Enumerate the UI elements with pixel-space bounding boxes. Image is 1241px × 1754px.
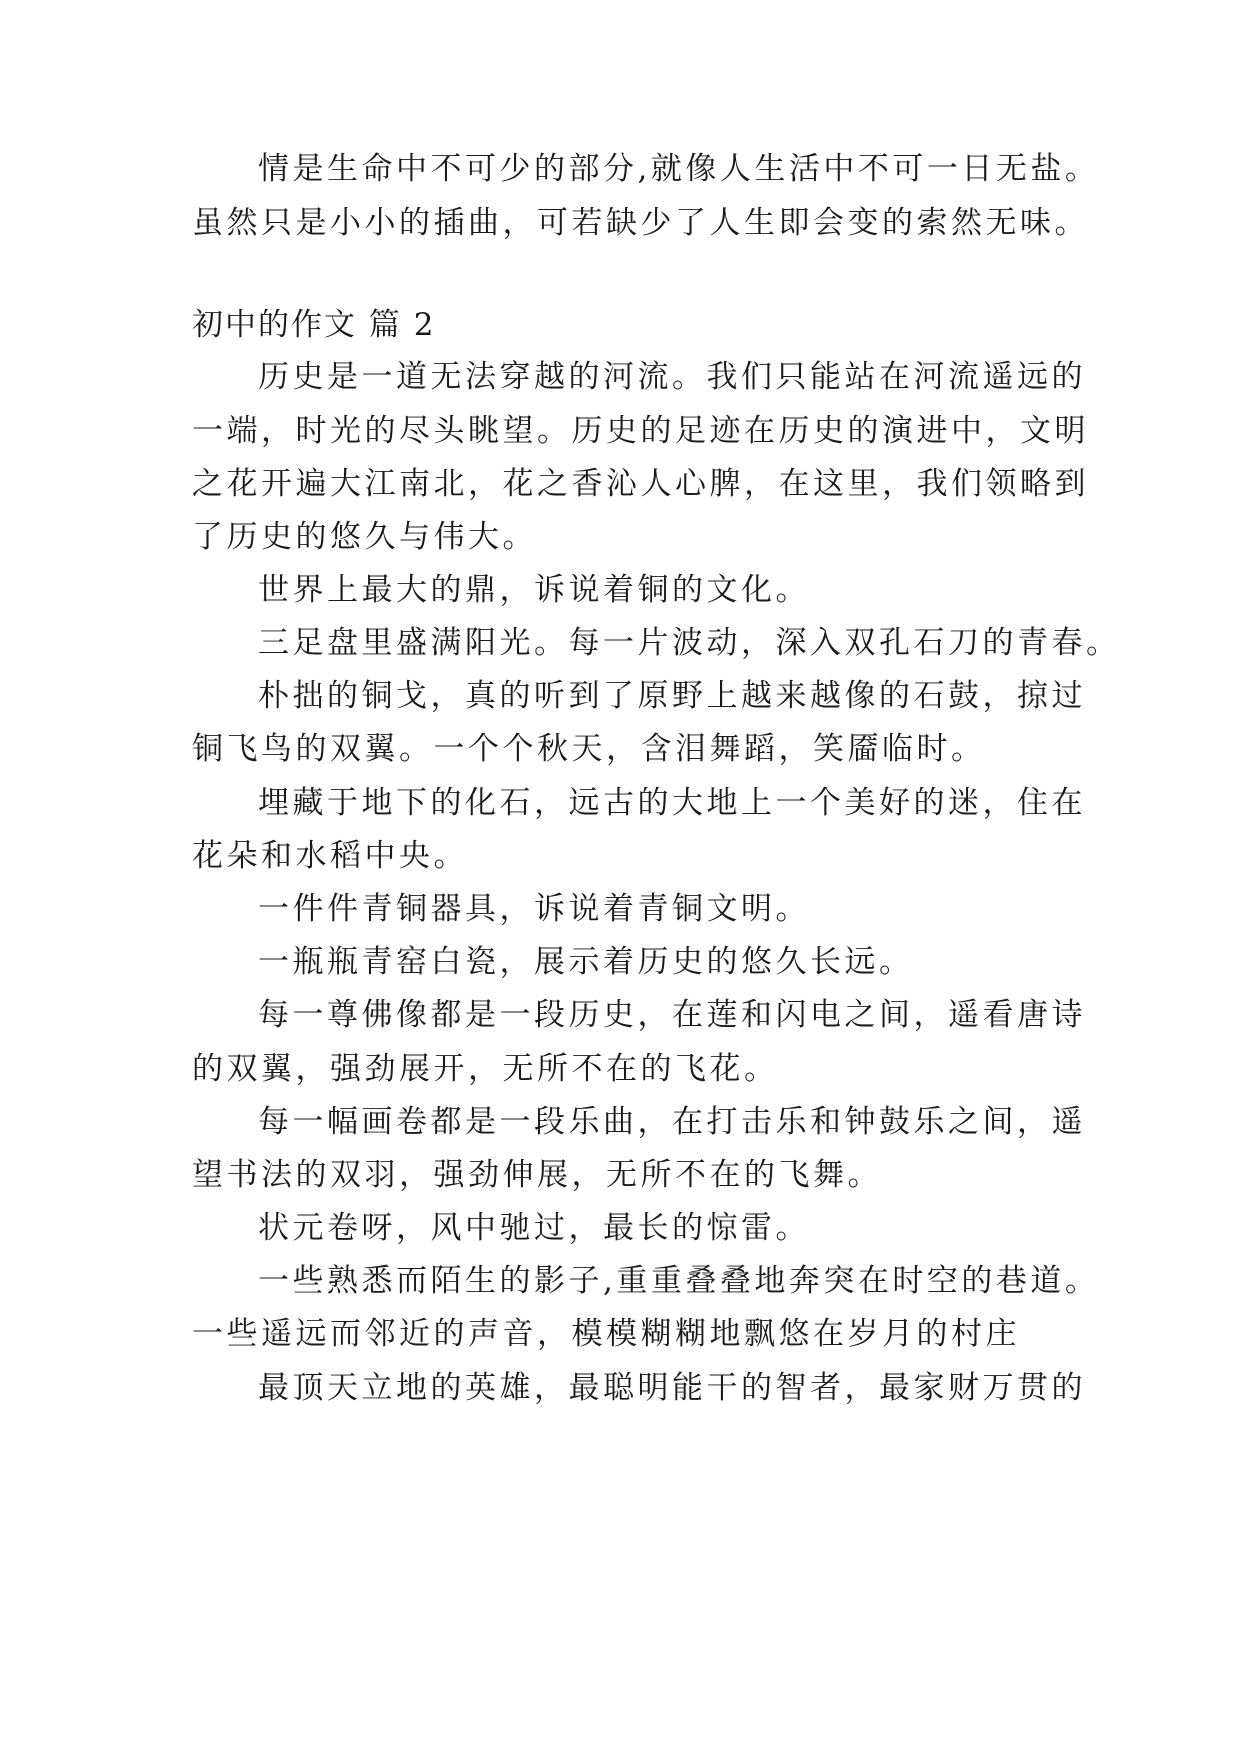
paragraph-line: 状元卷呀，风中驰过，最长的惊雷。 [258,1210,810,1246]
paragraph-line: 一瓶瓶青窑白瓷，展示着历史的悠久长远。 [258,944,914,980]
paragraph-line: 朴拙的铜戈，真的听到了原野上越来越像的石鼓，掠过 [258,678,1086,714]
paragraph-line: 每一尊佛像都是一段历史，在莲和闪电之间，遥看唐诗 [258,997,1086,1033]
paragraph-line: 埋藏于地下的化石，远古的大地上一个美好的迷，住在 [258,785,1086,821]
section-heading: 初中的作文 篇 2 [192,307,436,343]
paragraph-line: 一些遥远而邻近的声音，模模糊糊地飘悠在岁月的村庄 [192,1316,1020,1352]
paragraph-line: 每一幅画卷都是一段乐曲，在打击乐和钟鼓乐之间，遥 [258,1104,1086,1140]
paragraph-line: 了历史的悠久与伟大。 [192,519,537,555]
paragraph-line: 望书法的双羽，强劲伸展，无所不在的飞舞。 [192,1157,882,1193]
paragraph-line: 情是生命中不可少的部分,就像人生活中不可一日无盐。 [258,151,1100,187]
paragraph-line: 最顶天立地的英雄，最聪明能干的智者，最家财万贯的 [258,1370,1086,1406]
paragraph-line: 的双翼，强劲展开，无所不在的飞花。 [192,1051,779,1087]
paragraph-line: 历史是一道无法穿越的河流。我们只能站在河流遥远的 [258,359,1086,395]
paragraph-line: 一些熟悉而陌生的影子,重重叠叠地奔突在时空的巷道。 [258,1263,1100,1299]
paragraph-line: 铜飞鸟的双翼。一个个秋天，含泪舞蹈，笑靥临时。 [192,731,986,767]
paragraph-line: 三足盘里盛满阳光。每一片波动，深入双孔石刀的青春。 [258,625,1121,661]
paragraph-line: 花朵和水稻中央。 [192,838,468,874]
paragraph-line: 世界上最大的鼎，诉说着铜的文化。 [258,572,810,608]
paragraph-line: 之花开遍大江南北，花之香沁人心脾，在这里，我们领略到 [192,466,1089,502]
paragraph-line: 一件件青铜器具，诉说着青铜文明。 [258,891,810,927]
paragraph-line: 一端，时光的尽头眺望。历史的足迹在历史的演进中，文明 [192,413,1089,449]
paragraph-line: 虽然只是小小的插曲，可若缺少了人生即会变的索然无味。 [192,205,1089,241]
